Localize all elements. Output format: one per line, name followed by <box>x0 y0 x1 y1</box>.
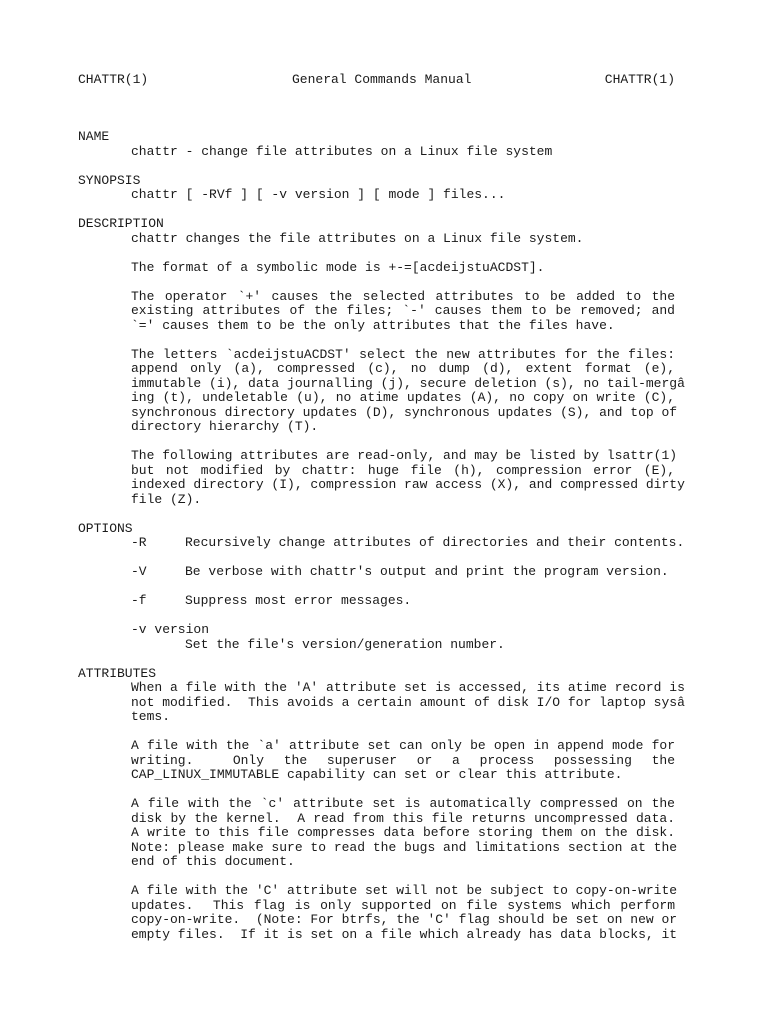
option-flag: -R <box>131 535 147 550</box>
header-right-title: CHATTR(1) <box>604 72 675 87</box>
text-line: indexed directory (I), compression raw access (X), and compressed dirty <box>131 477 685 492</box>
option-flag: -V <box>131 564 147 579</box>
text-line: end of this document. <box>131 854 295 869</box>
text-line: The following attributes are read-only, and may be listed by lsattr(1) <box>131 448 678 463</box>
text-line: CAP_LINUX_IMMUTABLE capability can set or clear this attribute. <box>131 767 623 782</box>
text-line: Note: please make sure to read the bugs and limitations section at the <box>131 839 678 855</box>
text-line: tems. <box>131 709 171 724</box>
text-line: The format of a symbolic mode is +-=[acdeijstuACDST]. <box>131 259 545 275</box>
option-item <box>131 594 675 609</box>
text-line: synchronous directory updates (D), synchronous updates (S), and top of <box>131 404 678 420</box>
option-item <box>131 535 685 551</box>
section-synopsis <box>78 174 675 203</box>
section-title-description: DESCRIPTION <box>78 216 164 231</box>
section-attributes <box>78 665 685 943</box>
text-line: disk by the kernel. A read from this file returns uncompressed data. <box>131 810 675 826</box>
section-title-synopsis: SYNOPSIS <box>78 172 141 188</box>
header-manual-name: General Commands Manual <box>292 72 472 87</box>
text-line: file (Z). <box>131 491 202 507</box>
option-description: Recursively change attributes of directories and their contents. <box>185 535 685 550</box>
description-paragraph <box>131 346 685 435</box>
text-line: When a file with the 'A' attribute set is accessed, its atime record is <box>131 680 685 695</box>
text-line: empty files. If it is set on a file which already has data blocks, it <box>131 926 678 942</box>
text-line: A file with the `a' attribute set can only be open in append mode for <box>131 738 675 753</box>
attributes-paragraph <box>131 739 675 783</box>
option-flag: -f <box>131 593 147 608</box>
section-title-options: OPTIONS <box>78 520 133 536</box>
synopsis-paragraph <box>131 188 675 203</box>
text-line: The operator `+' causes the selected attributes to be added to the <box>131 288 675 304</box>
option-description: Be verbose with chattr's output and print the program version. <box>185 564 669 579</box>
option-description: Suppress most error messages. <box>185 593 412 608</box>
name-paragraph <box>131 145 675 160</box>
section-options <box>78 520 685 653</box>
text-line: chattr changes the file attributes on a Linux file system. <box>131 230 584 246</box>
text-line: chattr - change file attributes on a Linux file system <box>131 143 553 159</box>
option-item-long <box>131 623 675 652</box>
text-line: writing. Only the superuser or a process possessing the <box>131 752 675 768</box>
text-line: updates. This flag is only supported on file systems which perform <box>131 897 675 913</box>
attributes-paragraph <box>131 796 678 870</box>
section-title-name: NAME <box>78 129 110 144</box>
text-line: immutable (i), data journalling (j), secure deletion (s), no tail-mergâ <box>131 375 685 391</box>
text-line: A file with the `c' attribute set is automatically compressed on the <box>131 796 675 811</box>
text-line: The letters `acdeijstuACDST' select the new attributes for the files: <box>131 346 675 362</box>
text-line: directory hierarchy (T). <box>131 419 319 434</box>
description-paragraph <box>131 290 675 334</box>
text-line: append only (a), compressed (c), no dump (d), extent format (e), <box>131 361 675 376</box>
text-line: chattr [ -RVf ] [ -v version ] [ mode ] files... <box>131 187 506 202</box>
section-description <box>78 216 685 507</box>
description-paragraph <box>131 448 685 507</box>
section-name <box>78 130 675 159</box>
text-line: but not modified by chattr: huge file (h), compression error (E), <box>131 462 675 478</box>
description-paragraph <box>131 232 675 247</box>
text-line: existing attributes of the files; `-' causes them to be removed; and <box>131 303 675 318</box>
section-title-attributes: ATTRIBUTES <box>78 665 157 681</box>
header-left-title: CHATTR(1) <box>78 72 149 87</box>
option-flag: -v version <box>131 622 210 637</box>
man-page-header <box>78 72 675 88</box>
option-item <box>131 565 675 580</box>
man-page-body <box>78 129 685 957</box>
text-line: A write to this file compresses data before storing them on the disk. <box>131 825 675 840</box>
attributes-paragraph <box>131 883 678 942</box>
text-line: `=' causes them to be the only attributes that the files have. <box>131 317 615 333</box>
text-line: A file with the 'C' attribute set will not be subject to copy-on-write <box>131 883 678 898</box>
attributes-paragraph <box>131 680 685 725</box>
text-line: ing (t), undeletable (u), no atime updates (A), no copy on write (C), <box>131 390 675 405</box>
text-line: not modified. This avoids a certain amount of disk I/O for laptop sysâ <box>131 694 685 710</box>
text-line: copy-on-write. (Note: For btrfs, the 'C' flag should be set on new or <box>131 912 678 927</box>
description-paragraph <box>131 261 675 276</box>
option-description: Set the file's version/generation number. <box>185 636 505 652</box>
